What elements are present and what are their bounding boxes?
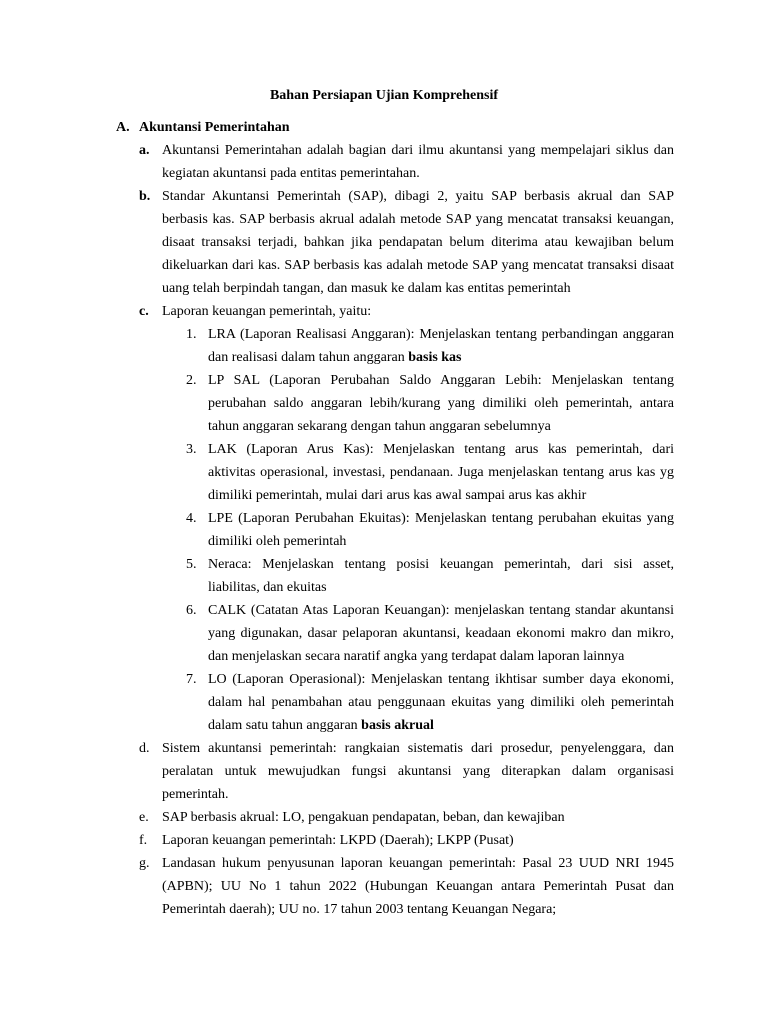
list-item-f (139, 829, 674, 852)
emphasis-text: basis akrual (361, 718, 434, 733)
text-line: dalam hal penambahan atau penggunaan ekuitas yang dimiliki oleh pemerintah (208, 695, 674, 710)
report-list (186, 323, 674, 737)
line-text: dalam satu tahun anggaran (208, 718, 358, 733)
report-item-3 (186, 438, 674, 507)
text-line: (APBN); UU No 1 tahun 2022 (Hubungan Keuangan antara Pemerintah Pusat dan (162, 879, 674, 894)
text-line: berbasis kas. SAP berbasis akrual adalah metode SAP yang mencatat transaksi keuangan, (162, 212, 674, 227)
section-a (0, 116, 768, 921)
report-number: 3. (186, 442, 197, 457)
list-item-g (139, 852, 674, 921)
list-item-a (139, 139, 674, 185)
text-line: LRA (Laporan Realisasi Anggaran): Menjelaskan tentang perbandingan anggaran (208, 327, 674, 342)
document-body (0, 84, 768, 921)
report-number: 1. (186, 327, 197, 342)
text-line: SAP berbasis akrual: LO, pengakuan pendapatan, beban, dan kewajiban (162, 810, 565, 825)
text-line (208, 714, 674, 737)
report-number: 4. (186, 511, 197, 526)
item-marker: d. (139, 741, 150, 756)
list-item-c (139, 300, 674, 737)
text-line: LP SAL (Laporan Perubahan Saldo Anggaran Lebih: Menjelaskan tentang (208, 373, 674, 388)
section-title: Akuntansi Pemerintahan (139, 120, 290, 135)
item-marker: c. (139, 304, 149, 319)
text-line: Akuntansi Pemerintahan adalah bagian dari ilmu akuntansi yang mempelajari siklus dan (162, 143, 674, 158)
text-line: Sistem akuntansi pemerintah: rangkaian sistematis dari prosedur, penyelenggara, dan (162, 741, 674, 756)
text-line: kegiatan akuntansi pada entitas pemerintahan. (162, 166, 420, 181)
text-line: Laporan keuangan pemerintah, yaitu: (162, 304, 372, 319)
text-line: uang telah berpindah tangan, dan masuk ke dalam kas entitas pemerintah (162, 281, 571, 296)
text-line: dimiliki oleh pemerintah (208, 534, 347, 549)
text-line: dimiliki pemerintah, mulai dari arus kas awal sampai arus kas akhir (208, 488, 587, 503)
line-text: dan realisasi dalam tahun anggaran (208, 350, 405, 365)
report-item-6 (186, 599, 674, 668)
item-marker: f. (139, 833, 148, 848)
report-item-4 (186, 507, 674, 553)
list-item-d (139, 737, 674, 806)
report-item-1 (186, 323, 674, 369)
text-line: disaat transaksi terjadi, bahkan jika pendapatan belum diterima atau kewajiban belum (162, 235, 674, 250)
report-number: 6. (186, 603, 197, 618)
text-line: Pemerintah daerah); UU no. 17 tahun 2003 tentang Keuangan Negara; (162, 902, 557, 917)
report-number: 5. (186, 557, 197, 572)
report-item-7 (186, 668, 674, 737)
text-line: yang digunakan, dasar pelaporan akuntansi, keadaan ekonomi makro dan mikro, (208, 626, 674, 641)
report-number: 2. (186, 373, 197, 388)
item-marker: a. (139, 143, 150, 158)
text-line: pemerintah. (162, 787, 229, 802)
text-line: Landasan hukum penyusunan laporan keuangan pemerintah: Pasal 23 UUD NRI 1945 (162, 856, 674, 871)
item-marker: e. (139, 810, 149, 825)
text-line: dikeluarkan dari kas. SAP berbasis kas adalah metode SAP yang mencatat transaksi disaat (162, 258, 674, 273)
report-item-2 (186, 369, 674, 438)
report-item-5 (186, 553, 674, 599)
text-line: Standar Akuntansi Pemerintah (SAP), dibagi 2, yaitu SAP berbasis akrual dan SAP (162, 189, 674, 204)
item-marker: g. (139, 856, 150, 871)
text-line (208, 346, 674, 369)
text-line: LPE (Laporan Perubahan Ekuitas): Menjelaskan tentang perubahan ekuitas yang (208, 511, 674, 526)
section-marker: A. (116, 120, 130, 135)
list-item-b (139, 185, 674, 300)
text-line: CALK (Catatan Atas Laporan Keuangan): menjelaskan tentang standar akuntansi (208, 603, 674, 618)
emphasis-text: basis kas (408, 350, 462, 365)
document-title: Bahan Persiapan Ujian Komprehensif (269, 88, 499, 103)
text-line: LAK (Laporan Arus Kas): Menjelaskan tentang arus kas pemerintah, dari (208, 442, 674, 457)
text-line: Neraca: Menjelaskan tentang posisi keuangan pemerintah, dari sisi asset, (208, 557, 674, 572)
text-line: tahun anggaran sekarang dengan tahun anggaran sebelumnya (208, 419, 551, 434)
list-item-e (139, 806, 674, 829)
text-line: perubahan saldo anggaran lebih/kurang yang dimiliki oleh pemerintah, antara (208, 396, 674, 411)
text-line: dan menjelaskan secara naratif angka yang terdapat dalam laporan lainnya (208, 649, 625, 664)
text-line: peralatan untuk mewujudkan fungsi akuntansi yang diterapkan dalam organisasi (162, 764, 674, 779)
text-line: aktivitas operasional, investasi, pendanaan. Juga menjelaskan tentang arus kas yg (208, 465, 674, 480)
text-line: liabilitas, dan ekuitas (208, 580, 327, 595)
text-line: Laporan keuangan pemerintah: LKPD (Daerah); LKPP (Pusat) (162, 833, 514, 848)
report-number: 7. (186, 672, 197, 687)
text-line: LO (Laporan Operasional): Menjelaskan tentang ikhtisar sumber daya ekonomi, (208, 672, 674, 687)
section-heading (0, 116, 768, 139)
item-marker: b. (139, 189, 151, 204)
